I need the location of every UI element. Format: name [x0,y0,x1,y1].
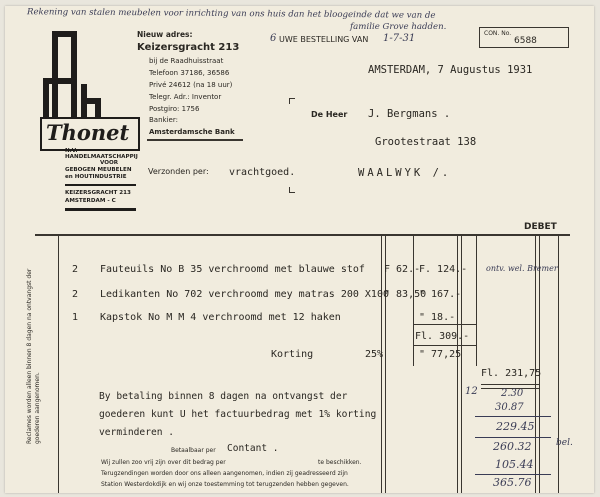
logo-address-1: KEIZERSGRACHT 213 [65,190,131,196]
private-phone: Privé 24612 (na 18 uur) [149,81,233,89]
logo-wordmark: Thonet [46,120,130,145]
logo-sub-5: en HOUTINDUSTRIE [65,174,127,180]
footer-line-2: Terugzendingen worden door ons alleen aangenomen, indien zij geadresseerd zijn [101,470,348,477]
phone: Telefoon 37186, 36586 [149,69,230,77]
calc-tag: bel. [556,438,573,448]
payable-label: Betaalbaar per [171,447,216,454]
item-3-amount: " 18.- [419,312,456,323]
calc-n5: 260.32 [493,440,532,453]
logo-address-2: AMSTERDAM - C [65,198,116,204]
addressee-name: J. Bergmans . [368,108,451,120]
sent-by-label: Verzonden per: [148,167,209,176]
item-1-price: F 62.- [384,264,421,275]
handwritten-note-line2: familie Grove hadden. [350,22,447,32]
logo-sub-2: HANDELMAATSCHAPPIJ [65,154,138,160]
received-note: ontv. wel. Bremer [486,264,558,273]
con-number-label: CON. No. [484,30,512,37]
item-2-qty: 2 [72,289,79,300]
footer-line-1b: te beschikken. [318,459,362,466]
discount-amount: " 77,25 [419,349,462,360]
logo-sub-3: VOOR [100,160,119,166]
invoice-total: Fl. 231,75 [481,368,542,379]
near-street: bij de Raadhuisstraat [149,57,224,65]
con-number-value: 6588 [514,36,537,46]
banker-label: Bankier: [149,116,178,124]
logo-sub-1: N.V. [65,148,78,154]
con-number-box [479,27,569,48]
item-3-desc: Kapstok No M M 4 verchroomd met 12 haken [100,312,341,323]
new-address: Keizersgracht 213 [137,42,240,53]
payment-terms-1: By betaling binnen 8 dagen na ontvangst der [99,391,348,402]
addressee-street: Grootestraat 138 [375,136,477,148]
debet-label: DEBET [524,222,557,232]
subtotal: Fl. 309.- [415,331,470,342]
item-2-desc: Ledikanten No 702 verchroomd mey matras 200 X100 [100,289,389,300]
item-1-amount: F. 124.- [419,264,468,275]
invoice-paper [5,6,594,493]
discount-label: Korting [271,349,314,360]
calc-n4: 229.45 [496,420,535,433]
sent-by-value: vrachtgoed. [229,167,296,178]
order-date-handwritten: 1-7-31 [383,33,416,44]
calc-n2: 2.30 [501,388,524,399]
handwritten-note-line1: Rekening van stalen meubelen voor inrichting van ons huis dan het bloogeinde dat we van de [26,7,436,21]
footer-line-3: Station Westerdokdijk en wij onze toestemming tot terugzenden hebben gegeven. [101,481,349,488]
calc-n6: 105.44 [495,458,534,471]
item-1-desc: Fauteuils No B 35 verchroomd met blauwe stof [100,264,365,275]
footer-line-1a: Wij zullen zoo vrij zijn over dit bedrag per [101,459,226,466]
item-2-price: " 83,50 [384,289,427,300]
calc-n1: 12 [465,386,478,397]
calc-n7: 365.76 [493,476,532,489]
payment-terms-3: verminderen . [99,427,175,438]
postgiro: Postgiro: 1756 [149,105,200,113]
payment-terms-2: goederen kunt U het factuurbedrag met 1% korting [99,409,377,420]
new-address-label: Nieuw adres: [137,30,193,39]
addressee-label: De Heer [311,110,348,119]
addressee-city: WAALWYK /. [358,167,452,179]
complaints-note: Reclames worden alleen binnen 8 dagen na ontvangst der goederen aangenomen. [26,268,41,444]
order-label: UWE BESTELLING VAN [279,35,369,44]
telegram-address: Telegr. Adr.: Inventor [149,93,222,101]
calc-n3: 30.87 [495,402,524,413]
logo-sub-4: GEBOGEN MEUBELEN [65,167,132,173]
item-3-qty: 1 [72,312,79,323]
place-date: AMSTERDAM, 7 Augustus 1931 [368,64,533,76]
discount-pct: 25% [365,349,384,360]
order-number-handwritten: 6 [270,33,277,44]
item-1-qty: 2 [72,264,79,275]
bank-name: Amsterdamsche Bank [149,128,235,136]
item-2-amount: " 167.- [419,289,462,300]
payable-value: Contant . [227,443,279,454]
